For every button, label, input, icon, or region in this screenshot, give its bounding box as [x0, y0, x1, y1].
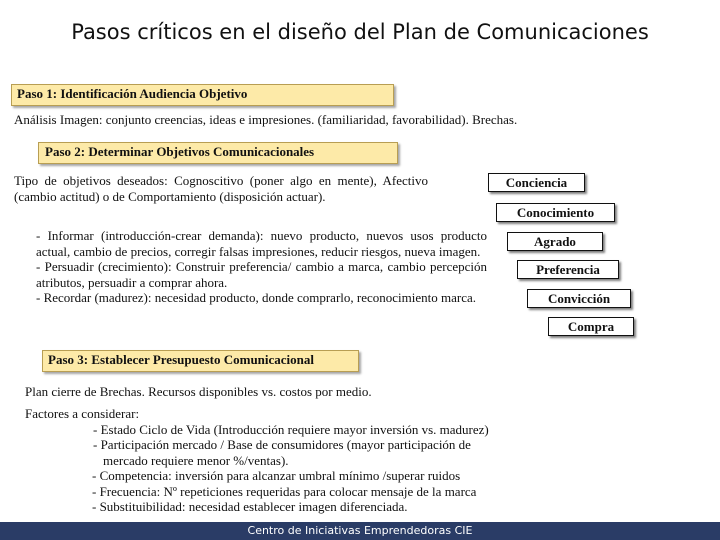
- stair-conviccion: Convicción: [527, 289, 631, 308]
- step-3-plan-text: Plan cierre de Brechas. Recursos disponibles vs. costos por medio.: [25, 384, 372, 399]
- step-3-banner: Paso 3: Establecer Presupuesto Comunicacional: [42, 350, 359, 372]
- persuadir-item: - Persuadir (crecimiento): Construir preferencia/ cambio a marca, cambio percepción atributos, persuadir a comprar ahora.: [36, 259, 487, 290]
- step-3-factors: [25, 406, 625, 515]
- footer-text: Centro de Iniciativas Emprendedoras CIE: [247, 524, 473, 537]
- factor-item: - Estado Ciclo de Vida (Introducción requiere mayor inversión vs. madurez): [93, 421, 489, 437]
- recordar-item: - Recordar (madurez): necesidad producto, donde comprarlo, reconocimiento marca.: [36, 290, 477, 305]
- stair-conciencia: Conciencia: [488, 173, 585, 192]
- stair-conocimiento: Conocimiento: [496, 203, 615, 222]
- factor-item: - Substituibilidad: necesidad establecer imagen diferenciada.: [92, 499, 408, 514]
- stair-preferencia: Preferencia: [517, 260, 619, 279]
- factors-heading: Factores a considerar:: [25, 406, 140, 421]
- slide-title: Pasos críticos en el diseño del Plan de Comunicaciones: [71, 20, 649, 44]
- step-1-banner: Paso 1: Identificación Audiencia Objetivo: [11, 84, 394, 106]
- stair-compra: Compra: [548, 317, 634, 336]
- step-2-objectives-list: [36, 228, 487, 306]
- step-2-objectives-text: Tipo de objetivos deseados: Cognoscitivo (poner algo en mente), Afectivo (cambio actitud) o de Comportamiento (disposición actuar).: [14, 173, 428, 204]
- informar-item: - Informar (introducción-crear demanda): nuevo producto, nuevos usos producto actual, cambio de precios, corregir falsas impresiones, reducir riesgos, nueva imagen.: [36, 228, 487, 259]
- factor-item: - Participación mercado / Base de consumidores (mayor participación de: [93, 437, 471, 452]
- factor-item: - Competencia: inversión para alcanzar umbral mínimo /superar ruidos: [92, 468, 461, 483]
- stair-agrado: Agrado: [507, 232, 603, 251]
- factor-item-continuation: mercado requiere menor %/ventas).: [103, 452, 289, 468]
- factor-item: - Frecuencia: Nº repeticiones requeridas para colocar mensaje de la marca: [92, 483, 477, 499]
- step-2-banner: Paso 2: Determinar Objetivos Comunicacionales: [38, 142, 398, 164]
- step-1-text: Análisis Imagen: conjunto creencias, ideas e impresiones. (familiaridad, favorabilidad). Brechas.: [14, 112, 518, 127]
